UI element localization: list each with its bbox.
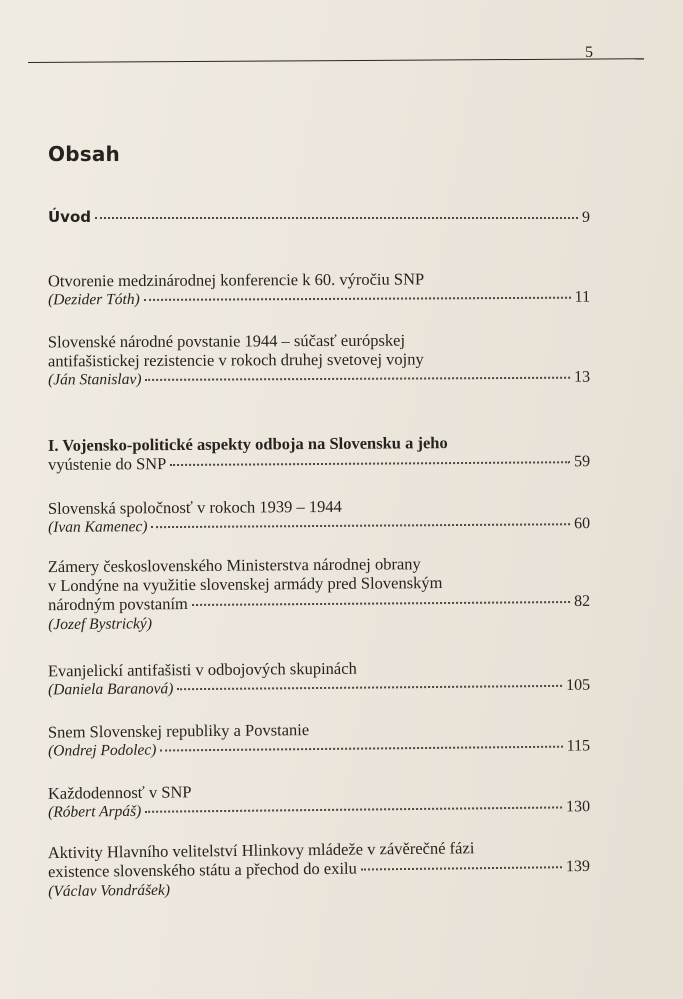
page-number: 5: [585, 44, 593, 61]
toc-entry-title: Evanjelickí antifašisti v odbojových skupinách: [47, 658, 357, 681]
toc-entry-author: (Róbert Arpáš): [48, 802, 142, 821]
toc-entry-title: Úvod: [48, 208, 92, 226]
toc-leader-row: [48, 288, 590, 310]
toc-page-number: 115: [566, 737, 591, 755]
dot-leader: [146, 376, 571, 381]
toc-leader-row: [48, 368, 590, 390]
dot-leader: [144, 296, 571, 301]
toc-entry-title: I. Vojensko-politické aspekty odboja na Slovensku a jeho: [47, 433, 448, 455]
toc-page-number: 59: [574, 453, 591, 471]
toc-leader-row: [48, 208, 590, 227]
toc-entry-title: antifašistickej rezistencie v rokoch druhej svetovej vojny: [47, 349, 424, 371]
page-title: Obsah: [48, 142, 120, 166]
toc-page-number: 11: [574, 288, 591, 306]
toc-entry-author: (Dezider Tóth): [48, 290, 140, 309]
dot-leader: [192, 600, 570, 606]
toc-page-number: 60: [574, 515, 591, 533]
toc-page-number: 105: [565, 676, 591, 694]
toc-entry-author: (Ivan Kamenec): [48, 518, 148, 536]
dot-leader: [177, 684, 562, 690]
toc-entry: [48, 269, 590, 310]
toc-page-number: 13: [574, 368, 591, 386]
toc-entry: [48, 657, 590, 700]
toc-entry-title: v Londýne na využitie slovenskej armády pred Slovenským: [47, 573, 443, 596]
dot-leader: [95, 216, 578, 219]
dot-leader: [145, 805, 562, 812]
toc-entry: [48, 717, 590, 760]
toc-entry-author: (Daniela Baranová): [48, 680, 174, 699]
toc-page-number: 82: [574, 592, 591, 610]
toc-leader-row: [48, 676, 590, 700]
toc-entry-title: Otvorenie medzinárodnej konferencie k 60. výročiu SNP: [47, 269, 425, 291]
toc-entry: [48, 495, 590, 537]
toc-leader-row: [48, 451, 590, 475]
toc-leader-row: [48, 736, 590, 760]
dot-leader: [151, 522, 570, 528]
toc-entry: [48, 330, 590, 390]
toc-entry-author: (Jozef Bystrický): [48, 615, 153, 634]
toc-entry-title: národným povstaním: [48, 594, 188, 615]
toc-entry-title: existence slovenského státu a přechod do exilu: [47, 858, 357, 882]
toc-entry-title: Zámery československého Ministerstva národnej obrany: [47, 554, 421, 577]
toc-entry: [48, 778, 590, 822]
toc-entry-uvod: [48, 208, 590, 227]
header-rule: [28, 58, 644, 63]
toc-entry-title: Každodennosť v SNP: [47, 782, 192, 803]
toc-page-number: 9: [582, 209, 590, 226]
toc-entry: [48, 553, 591, 634]
toc-entry: [48, 837, 591, 901]
toc-entry-author: (Ján Stanislav): [48, 370, 142, 389]
toc-entry-title: Snem Slovenskej republiky a Povstanie: [47, 720, 310, 742]
toc-page-number: 139: [565, 857, 591, 876]
toc-entry-title: vyústenie do SNP: [48, 454, 167, 474]
toc-page-number: 130: [565, 798, 591, 816]
toc-entry-title: Slovenské národné povstanie 1944 – súčasť európskej: [47, 330, 406, 352]
toc-entry-title: Aktivity Hlavního velitelství Hlinkovy mládeže v závěrečné fázi: [47, 838, 475, 863]
toc-entry-author: (Ondrej Podolec): [48, 741, 157, 760]
dot-leader: [170, 460, 570, 466]
toc-entry-title: Slovenská spoločnosť v rokoch 1939 – 1944: [47, 496, 342, 518]
toc-leader-row: [48, 514, 590, 537]
dot-leader: [361, 865, 562, 870]
dot-leader: [160, 745, 562, 752]
toc-entry-author: (Václav Vondrášek): [48, 881, 171, 901]
toc-part-heading: [48, 432, 590, 475]
